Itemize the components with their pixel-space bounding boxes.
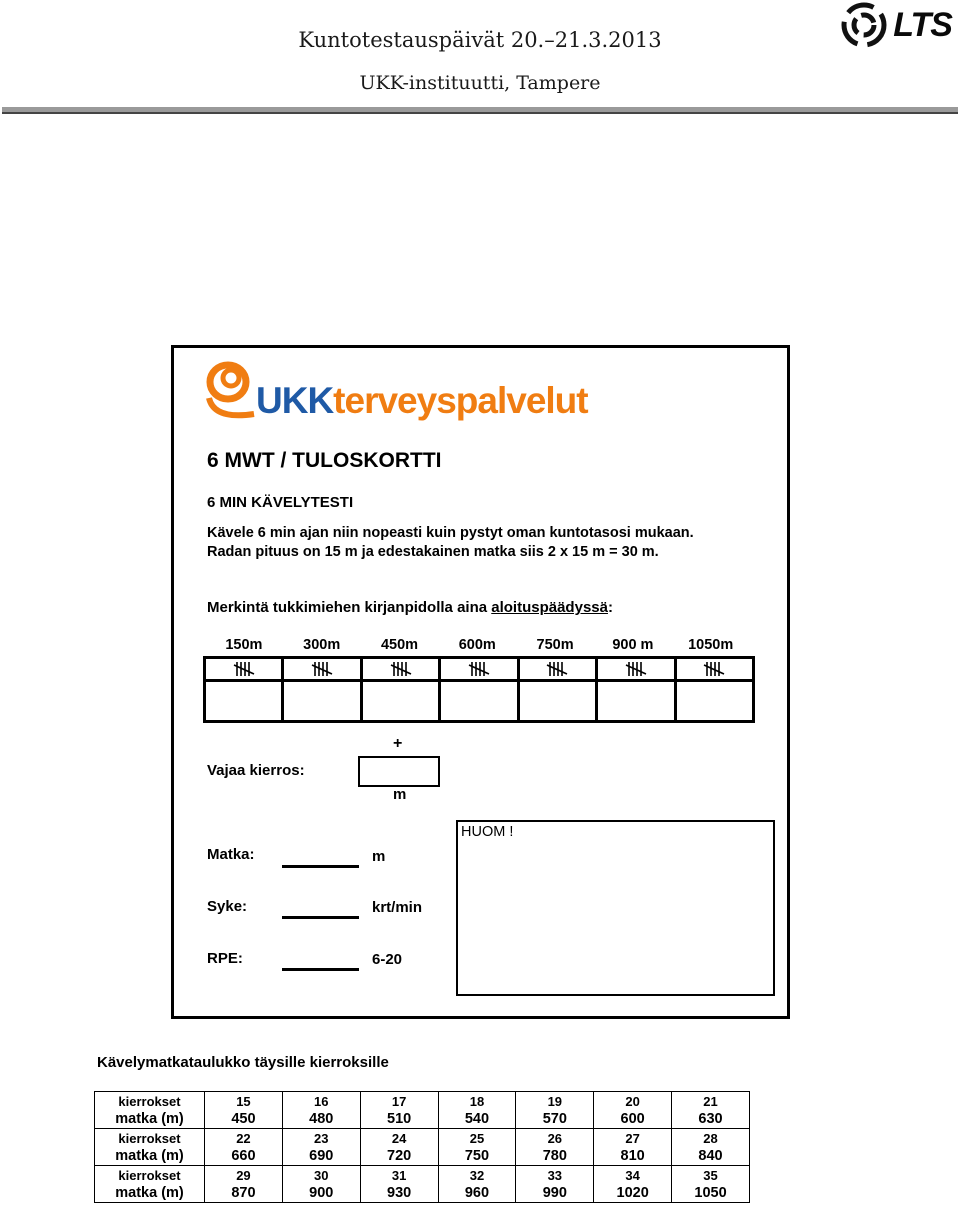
distance-label: 450m <box>380 637 419 653</box>
distance-label: 750m <box>536 637 574 653</box>
table-cell: 810 <box>594 1147 672 1166</box>
distance-label: 1050m <box>688 637 734 653</box>
tally-marks-icon <box>703 661 725 677</box>
tally-entry-cell[interactable] <box>284 682 362 720</box>
lts-swirl-icon <box>841 2 887 48</box>
table-cell: 15 <box>205 1092 283 1111</box>
instruction-line-2: Radan pituus on 15 m ja edestakainen matka siis 2 x 15 m = 30 m. <box>207 544 659 560</box>
table-cell: 660 <box>205 1147 283 1166</box>
distance-row <box>95 1110 750 1129</box>
tally-marks-icon <box>233 661 255 677</box>
marking-suffix: : <box>607 599 613 616</box>
tally-marks-icon <box>468 661 490 677</box>
row-header: matka (m) <box>95 1147 205 1166</box>
table-cell: 29 <box>205 1166 283 1185</box>
lts-logo-text: LTS <box>893 5 952 44</box>
tally-entry-cell[interactable] <box>598 682 676 720</box>
tally-row <box>206 659 752 682</box>
marking-prefix: Merkintä tukkimiehen kirjanpidolla aina <box>207 599 492 616</box>
table-cell: 960 <box>438 1184 516 1203</box>
table-cell: 16 <box>282 1092 360 1111</box>
row-header: kierrokset <box>95 1129 205 1148</box>
table-cell: 690 <box>282 1147 360 1166</box>
tally-marks-icon <box>625 661 647 677</box>
document-header-subtitle: UKK-instituutti, Tampere <box>359 72 601 94</box>
laps-row <box>95 1129 750 1148</box>
table-cell: 17 <box>360 1092 438 1111</box>
distance-row <box>95 1147 750 1166</box>
ukk-brand-part1: UKK <box>256 380 334 421</box>
note-box[interactable] <box>456 820 775 996</box>
marking-instruction <box>207 599 613 616</box>
row-header: kierrokset <box>95 1166 205 1185</box>
heart-rate-label: Syke: <box>207 898 248 915</box>
table-cell: 22 <box>205 1129 283 1148</box>
distance-field-label: Matka: <box>207 846 255 863</box>
rpe-scale: 6-20 <box>372 951 403 968</box>
table-cell: 570 <box>516 1110 594 1129</box>
rpe-label: RPE: <box>207 950 243 967</box>
document-header-title: Kuntotestauspäivät 20.–21.3.2013 <box>298 28 662 52</box>
table-cell: 30 <box>282 1166 360 1185</box>
table-cell: 600 <box>594 1110 672 1129</box>
tally-entry-cell[interactable] <box>520 682 598 720</box>
tally-cell <box>520 659 598 679</box>
table-cell: 31 <box>360 1166 438 1185</box>
ukk-brand-part2: terveyspalvelut <box>333 380 588 421</box>
tally-entry-cell[interactable] <box>363 682 441 720</box>
distance-label: 150m <box>225 637 263 653</box>
partial-lap-label: Vajaa kierros: <box>207 762 305 779</box>
tally-entry-cell[interactable] <box>677 682 752 720</box>
table-cell: 33 <box>516 1166 594 1185</box>
lookup-table-title: Kävelymatkataulukko täysille kierroksille <box>97 1054 389 1071</box>
row-header: matka (m) <box>95 1184 205 1203</box>
header-divider <box>2 107 958 114</box>
rpe-field[interactable] <box>282 968 359 971</box>
heart-rate-field[interactable] <box>282 916 359 919</box>
table-cell: 28 <box>672 1129 750 1148</box>
marking-underlined: aloituspäädyssä <box>491 599 608 616</box>
ukk-ring-icon <box>204 358 256 422</box>
table-cell: 18 <box>438 1092 516 1111</box>
table-cell: 34 <box>594 1166 672 1185</box>
tally-cell <box>598 659 676 679</box>
table-cell: 450 <box>205 1110 283 1129</box>
table-cell: 23 <box>282 1129 360 1148</box>
tally-entry-row <box>206 682 752 720</box>
table-cell: 32 <box>438 1166 516 1185</box>
table-cell: 720 <box>360 1147 438 1166</box>
table-cell: 20 <box>594 1092 672 1111</box>
distance-label: 900 m <box>612 637 654 653</box>
distance-field-unit: m <box>372 848 386 865</box>
tally-cell <box>206 659 284 679</box>
table-cell: 26 <box>516 1129 594 1148</box>
distance-field[interactable] <box>282 865 359 868</box>
card-heading: 6 MWT / TULOSKORTTI <box>207 449 442 472</box>
tally-marks-icon <box>546 661 568 677</box>
table-cell: 25 <box>438 1129 516 1148</box>
card-subheading: 6 MIN KÄVELYTESTI <box>207 494 354 511</box>
partial-lap-field[interactable] <box>358 756 440 787</box>
table-cell: 19 <box>516 1092 594 1111</box>
row-header: kierrokset <box>95 1092 205 1111</box>
table-cell: 990 <box>516 1184 594 1203</box>
table-cell: 930 <box>360 1184 438 1203</box>
table-cell: 840 <box>672 1147 750 1166</box>
table-cell: 510 <box>360 1110 438 1129</box>
table-cell: 870 <box>205 1184 283 1203</box>
card-instructions <box>207 524 694 562</box>
tally-cell <box>363 659 441 679</box>
distance-header-row <box>205 637 750 653</box>
laps-row <box>95 1092 750 1111</box>
table-cell: 630 <box>672 1110 750 1129</box>
laps-row <box>95 1166 750 1185</box>
table-cell: 1020 <box>594 1184 672 1203</box>
instruction-line-1: Kävele 6 min ajan niin nopeasti kuin pystyt oman kuntotasosi mukaan. <box>207 525 694 541</box>
distance-label: 300m <box>303 637 341 653</box>
distance-row <box>95 1184 750 1203</box>
tally-cell <box>284 659 362 679</box>
table-cell: 750 <box>438 1147 516 1166</box>
table-cell: 35 <box>672 1166 750 1185</box>
table-cell: 24 <box>360 1129 438 1148</box>
tally-entry-cell[interactable] <box>441 682 519 720</box>
table-cell: 480 <box>282 1110 360 1129</box>
tally-cell <box>441 659 519 679</box>
tally-entry-cell[interactable] <box>206 682 284 720</box>
tally-grid <box>203 656 755 723</box>
table-cell: 1050 <box>672 1184 750 1203</box>
table-cell: 900 <box>282 1184 360 1203</box>
plus-sign: + <box>393 735 403 752</box>
heart-rate-unit: krt/min <box>372 899 423 916</box>
row-header: matka (m) <box>95 1110 205 1129</box>
tally-marks-icon <box>390 661 412 677</box>
table-cell: 780 <box>516 1147 594 1166</box>
tally-marks-icon <box>311 661 333 677</box>
ukk-logo <box>204 358 588 427</box>
distance-label: 600m <box>458 637 496 653</box>
table-cell: 27 <box>594 1129 672 1148</box>
ukk-brand-text <box>256 380 588 422</box>
lts-logo <box>841 2 952 48</box>
partial-lap-unit: m <box>393 786 407 803</box>
lookup-table <box>94 1091 750 1203</box>
table-cell: 540 <box>438 1110 516 1129</box>
note-label: HUOM ! <box>461 824 514 840</box>
table-cell: 21 <box>672 1092 750 1111</box>
tally-cell <box>677 659 752 679</box>
